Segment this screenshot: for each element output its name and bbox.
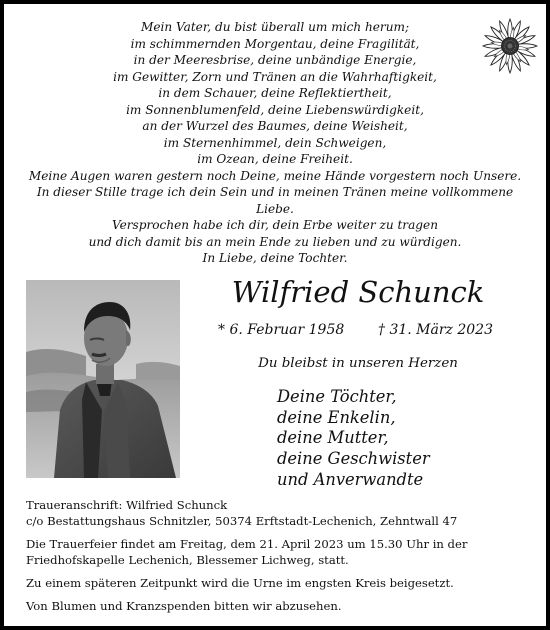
ceremony-line: Die Trauerfeier findet am Freitag, dem 21. April 2023 um 15.30 Uhr in der [26, 537, 468, 551]
portrait-photo [26, 280, 180, 478]
ceremony-info [26, 536, 538, 568]
poem-line: im Gewitter, Zorn und Tränen an die Wahrhaftigkeit, [113, 69, 437, 84]
memorial-poem [14, 19, 536, 267]
flowers-info: Von Blumen und Kranzspenden bitten wir abzusehen. [26, 599, 342, 613]
death-date: † 31. März 2023 [378, 322, 493, 338]
memorial-motto: Du bleibst in unseren Herzen [258, 356, 458, 371]
urn-info: Zu einem späteren Zeitpunkt wird die Urne im engsten Kreis beigesetzt. [26, 576, 454, 590]
ceremony-line: Friedhofskapelle Lechenich, Blessemer Lichweg, statt. [26, 553, 349, 567]
portrait-image [26, 280, 180, 478]
mourners-list [277, 387, 430, 491]
poem-line: im Sternenhimmel, dein Schweigen, [163, 135, 387, 150]
poem-line: In dieser Stille trage ich dein Sein und in meinen Tränen meine vollkommene [36, 185, 514, 199]
notice-details [26, 497, 538, 621]
mourner-line: Deine Töchter, [277, 387, 397, 406]
poem-line: Meine Augen waren gestern noch Deine, meine Hände vorgestern noch Unsere. [28, 168, 522, 183]
poem-line: im Ozean, deine Freiheit. [197, 152, 353, 166]
poem-line: an der Wurzel des Baumes, deine Weisheit, [142, 119, 408, 133]
address-line: Traueranschrift: Wilfried Schunck [26, 498, 228, 512]
mourner-line: deine Mutter, [277, 428, 389, 448]
poem-line: Mein Vater, du bist überall um mich herum; [140, 20, 410, 34]
poem-line: im Sonnenblumenfeld, deine Liebenswürdigkeit, [126, 102, 424, 117]
poem-line: und dich damit bis an mein Ende zu lieben und zu würdigen. [88, 234, 462, 249]
mourner-line: und Anverwandte [277, 469, 424, 489]
mourning-address [26, 497, 538, 529]
poem-line: In Liebe, deine Tochter. [202, 251, 348, 265]
mourner-line: deine Geschwister [277, 449, 430, 469]
sunflower-icon [480, 16, 540, 76]
poem-line: in der Meeresbrise, deine unbändige Energie, [133, 53, 417, 67]
poem-line: Versprochen habe ich dir, dein Erbe weiter zu tragen [111, 218, 438, 232]
mourner-line: deine Enkelin, [277, 407, 396, 427]
address-line: c/o Bestattungshaus Schnitzler, 50374 Erftstadt-Lechenich, Zehntwall 47 [26, 514, 458, 528]
poem-line: im schimmernden Morgentau, deine Fragilität, [130, 36, 420, 51]
birth-date: * 6. Februar 1958 [218, 322, 345, 338]
poem-line: Liebe. [256, 201, 294, 216]
poem-line: in dem Schauer, deine Reflektiertheit, [158, 86, 392, 100]
deceased-name: Wilfried Schunck [231, 275, 485, 309]
